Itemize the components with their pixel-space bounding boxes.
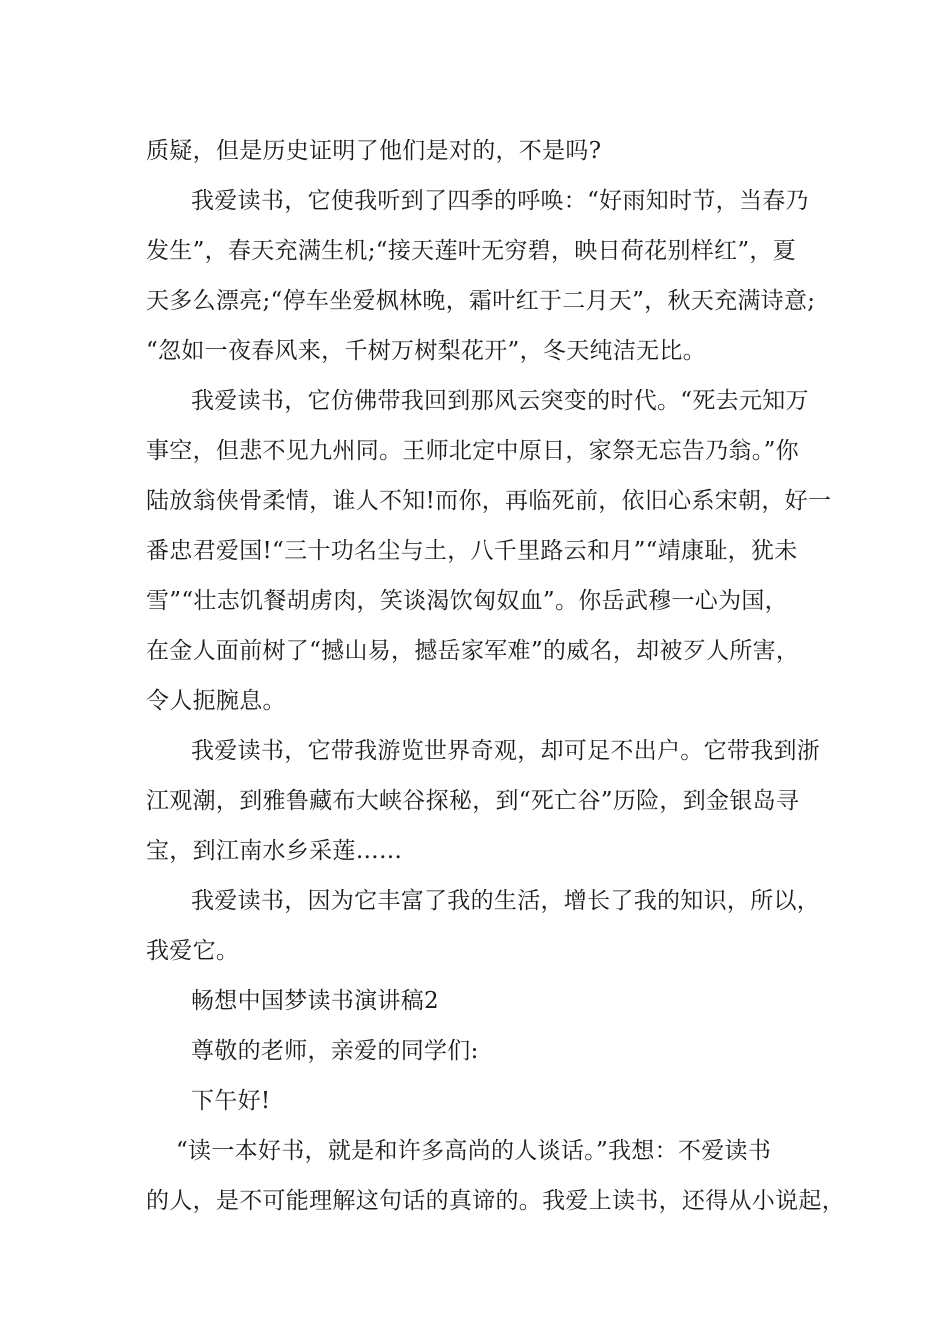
salutation: 尊敬的老师，亲爱的同学们: — [191, 1038, 479, 1064]
text-line: 番忠君爱国!“三十功名尘与土，八千里路云和月”“靖康耻，犹未 — [146, 538, 798, 564]
text-line: 宝，到江南水乡采莲…… — [146, 838, 403, 864]
text-line: 雪”“壮志饥餐胡虏肉，笑谈渴饮匈奴血”。你岳武穆一心为国， — [146, 588, 788, 614]
text-line: 江观潮，到雅鲁藏布大峡谷探秘，到“死亡谷”历险，到金银岛寻 — [146, 788, 800, 814]
paragraph-start: 我爱读书，它仿佛带我回到那风云突变的时代。“死去元知万 — [191, 388, 809, 414]
text-line: 令人扼腕息。 — [146, 688, 286, 714]
paragraph-start: 我爱读书，它带我游览世界奇观，却可足不出户。它带我到浙 — [191, 738, 821, 764]
text-line: 质疑，但是历史证明了他们是对的，不是吗? — [146, 138, 602, 164]
text-line: 我爱它。 — [146, 938, 240, 964]
text-line: 在金人面前树了“撼山易，撼岳家军难”的威名，却被歹人所害， — [146, 638, 800, 664]
greeting: 下午好! — [191, 1088, 271, 1114]
paragraph-start: “读一本好书，就是和许多高尚的人谈话。”我想：不爱读书 — [176, 1138, 772, 1164]
text-line: 陆放翁侠骨柔情，谁人不知!而你，再临死前，依旧心系宋朝，好一 — [146, 488, 832, 514]
text-line: 事空，但悲不见九州同。王师北定中原日，家祭无忘告乃翁。”你 — [146, 438, 799, 464]
section-title: 畅想中国梦读书演讲稿2 — [191, 988, 439, 1014]
paragraph-start: 我爱读书，它使我听到了四季的呼唤：“好雨知时节，当春乃 — [191, 188, 809, 214]
text-line: 发生”，春天充满生机;“接天莲叶无穷碧，映日荷花别样红”，夏 — [146, 238, 797, 264]
text-line: 的人，是不可能理解这句话的真谛的。我爱上读书，还得从小说起， — [146, 1188, 845, 1214]
text-line: “忽如一夜春风来，千树万树梨花开”，冬天纯洁无比。 — [146, 338, 707, 364]
text-line: 天多么漂亮;“停车坐爱枫林晚，霜叶红于二月天”，秋天充满诗意; — [146, 288, 816, 314]
paragraph-start: 我爱读书，因为它丰富了我的生活，增长了我的知识，所以， — [191, 888, 821, 914]
